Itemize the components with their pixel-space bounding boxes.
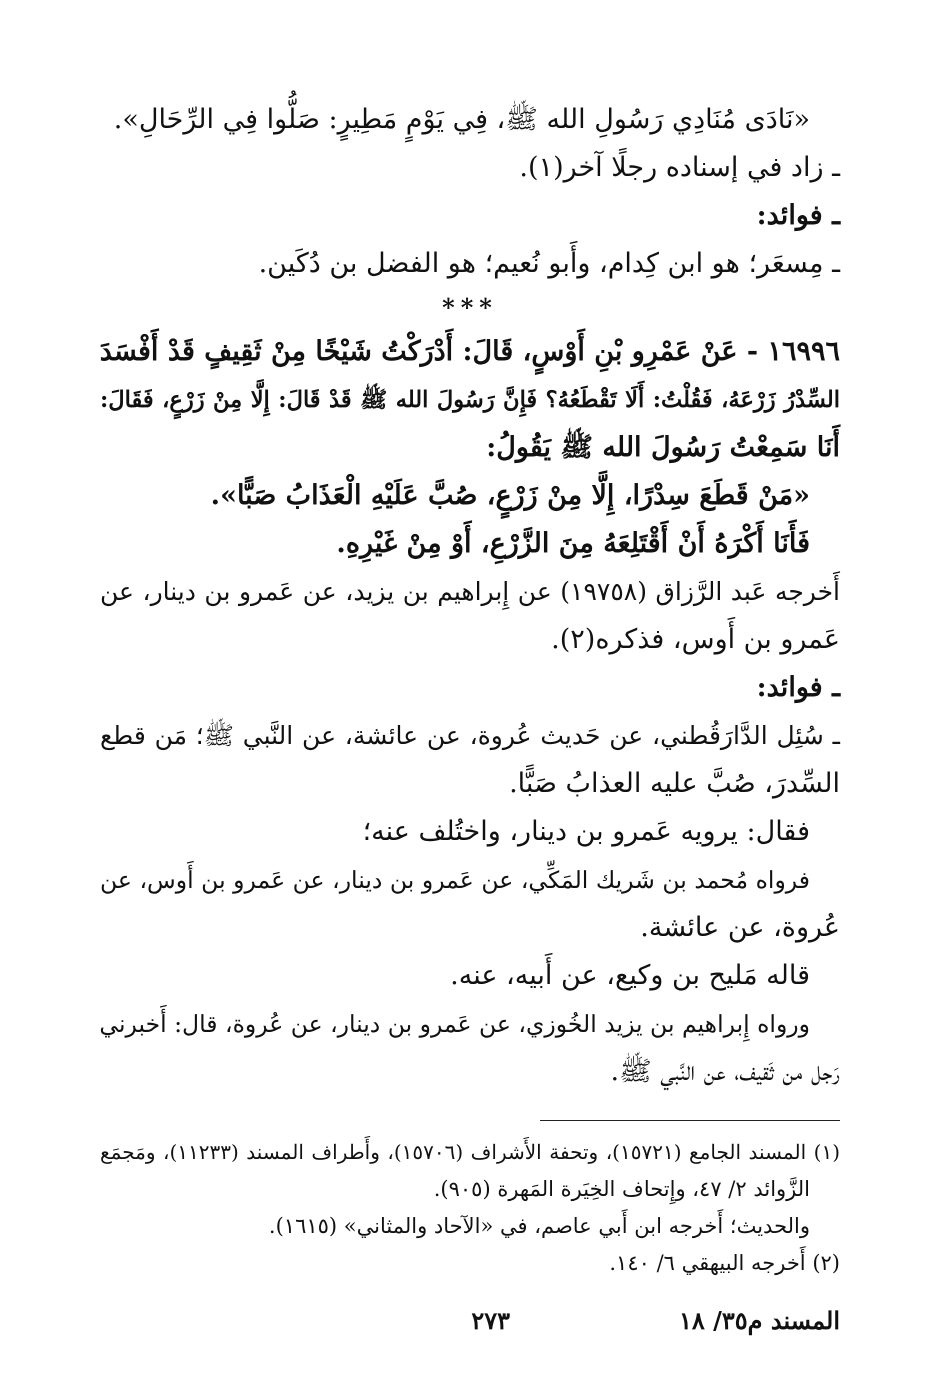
footnotes [100, 1134, 840, 1282]
benefit-line: رَجل من ثَقيف، عن النَّبي ﷺ. [610, 1056, 840, 1087]
benefit-line: ورواه إِبراهيم بن يزيد الخُوزي، عن عَمرو بن دينار، عن عُروة، قال: أَخبرني [99, 1010, 810, 1038]
page-footer [100, 1306, 840, 1342]
benefits-heading: ـ فوائد: [756, 672, 840, 703]
footnote-line: والحديث؛ أَخرجه ابن أَبي عاصم، في «الآحاد والمثاني» (١٦١٥). [268, 1214, 810, 1238]
volume-signature: المسند م٣٥/ ١٨ [678, 1306, 840, 1335]
hadith-quote: «مَنْ قَطَعَ سِدْرًا، إِلَّا مِنْ زَرْعٍ، صُبَّ عَلَيْهِ الْعَذَابُ صَبًّا». [210, 480, 810, 511]
footnote-divider [540, 1120, 840, 1121]
footnote-line: (١) المسند الجامع (١٥٧٢١)، وتحفة الأَشراف (١٥٧٠٦)، وأَطراف المسند (١١٢٣٣)، ومَجمَع [100, 1140, 841, 1164]
isnad-note: ـ زاد في إسناده رجلًا آخر(١). [519, 152, 840, 183]
hadith-text-line: أَنَا سَمِعْتُ رَسُولَ الله ﷺ يَقُولُ: [486, 432, 840, 463]
takhrij-line: عَمرو بن أَوس، فذكره(٢). [551, 624, 840, 655]
page-number: ٢٧٣ [471, 1306, 510, 1335]
section-separator: *** [442, 293, 498, 322]
hadith-text-line: فَأَنَا أَكْرَهُ أَنْ أَقْتَلِعَهُ مِنَ الزَّرْعِ، أَوْ مِنْ غَيْرِهِ. [336, 528, 810, 559]
hadith-number-line: ١٦٩٩٦ - عَنْ عَمْرِو بْنِ أَوْسٍ، قَالَ: أَدْرَكْتُ شَيْخًا مِنْ ثَقِيفٍ قَدْ أَفْسَدَ [99, 336, 840, 367]
benefit-line: فرواه مُحمد بن شَريك المَكِّي، عن عَمرو بن دينار، عن عَمرو بن أَوس، عن [100, 866, 810, 894]
benefits-heading: ـ فوائد: [756, 200, 840, 231]
benefit-line: ـ مِسعَر؛ هو ابن كِدام، وأَبو نُعيم؛ هو الفضل بن دُكَين. [258, 248, 840, 279]
benefit-line: فقال: يرويه عَمرو بن دينار، واختُلف عنه؛ [362, 816, 810, 847]
benefit-line: عُروة، عن عائشة. [640, 912, 840, 943]
hadith-text-line: السِّدْرُ زَرْعَهُ، فَقُلْتُ: أَلَا تَقْطَعُهُ؟ فَإِنَّ رَسُولَ الله ﷺ قَدْ قَالَ: إِلَّا مِنْ زَرْعٍ، فَقَالَ: [100, 387, 840, 413]
footnote-line: (٢) أَخرجه البيهقي ٦/ ١٤٠. [609, 1251, 840, 1275]
takhrij-line: أَخرجه عَبد الرَّزاق (١٩٧٥٨) عن إِبراهيم بن يزيد، عن عَمرو بن دينار، عن [100, 577, 840, 606]
hadith-quote: «نَادَى مُنَادِي رَسُولِ الله ﷺ، فِي يَوْمٍ مَطِيرٍ: صَلُّوا فِي الرِّحَالِ». [113, 104, 810, 135]
footnote-line: الزَّوائد ٢/ ٤٧، وإِتحاف الخِيَرة المَهرة (٩٠٥). [433, 1177, 810, 1201]
benefit-line: السِّدرَ، صُبَّ عليه العذابُ صَبًّا. [509, 768, 840, 799]
benefit-line: ـ سُئِل الدَّارَقُطني، عن حَديث عُروة، عن عائشة، عن النَّبي ﷺ؛ مَن قطع [100, 721, 840, 750]
benefit-line: قاله مَليح بن وكيع، عن أَبيه، عنه. [450, 960, 810, 991]
page-body [100, 96, 840, 1096]
